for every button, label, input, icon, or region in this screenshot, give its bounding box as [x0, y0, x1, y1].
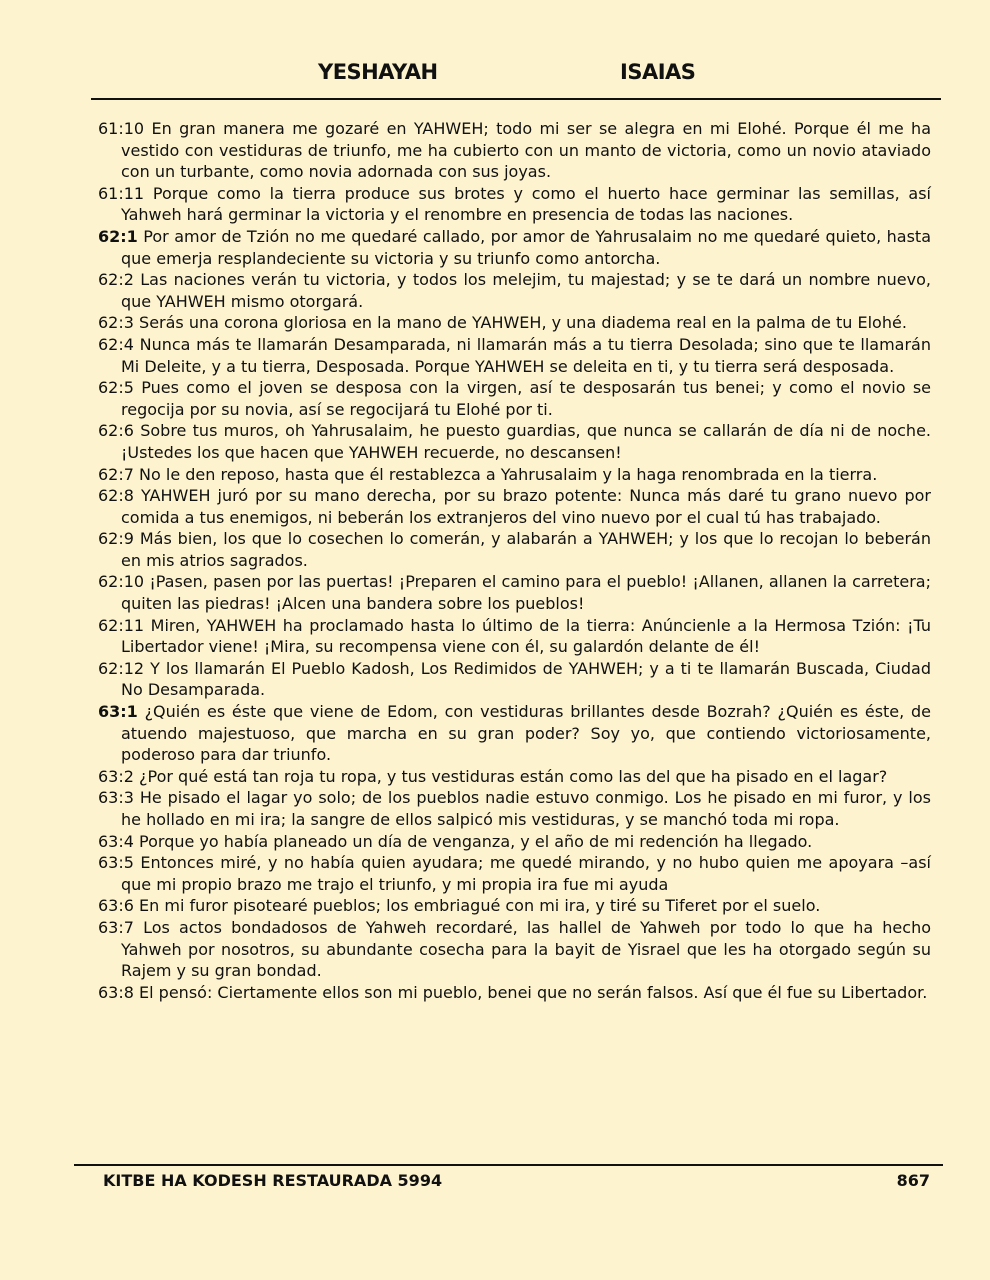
verse-text: En gran manera me gozaré en YAHWEH; todo mi ser se alegra en mi Elohé. Porque él me ha vestido con vestiduras de triunfo, me ha cubierto con un manto de victoria, como un novio ataviado con un turbante, como novia adornada con sus joyas. — [121, 119, 931, 182]
verse-text: El pensó: Ciertamente ellos son mi pueblo, benei que no serán falsos. Así que él fue su Libertador. — [139, 982, 928, 1002]
verse-paragraph — [98, 377, 931, 420]
verse-text: Pues como el joven se desposa con la virgen, así te desposarán tus benei; y como el novio se regocija por su novia, así se regocijará tu Elohé por ti. — [121, 378, 932, 419]
verse-text: ¿Por qué está tan roja tu ropa, y tus vestiduras están como las del que ha pisado en el lagar? — [139, 766, 888, 786]
verse-paragraph — [98, 701, 931, 766]
verse-reference: 63:2 — [98, 766, 134, 786]
verse-reference: 62:8 — [98, 486, 134, 506]
verse-reference: 63:5 — [98, 853, 134, 873]
verse-text: Porque como la tierra produce sus brotes y como el huerto hace germinar las semillas, así Yahweh hará germinar la victoria y el renombre en presencia de todas las naciones. — [121, 183, 931, 225]
verse-paragraph — [98, 658, 931, 701]
verse-reference: 63:3 — [98, 788, 134, 808]
verse-text: Miren, YAHWEH ha proclamado hasta lo último de la tierra: Anúncienle a la Hermosa Tzión: ¡Tu Libertador viene! ¡Mira, su recompensa viene con él, su galardón delante de él! — [121, 615, 931, 657]
verse-paragraph — [98, 420, 931, 463]
verse-paragraph — [98, 118, 931, 183]
verse-reference: 63:1 — [98, 702, 138, 722]
header-title-spanish: ISAIAS — [620, 60, 696, 84]
header-divider — [91, 98, 941, 100]
verse-paragraph — [98, 571, 931, 614]
verse-text: En mi furor pisotearé pueblos; los embriagué con mi ira, y tiré su Tiferet por el suelo. — [139, 896, 821, 916]
verse-text: Entonces miré, y no había quien ayudara; me quedé mirando, y no hubo quien me apoyara –así que mi propio brazo me trajo el triunfo, y mi propia ira fue mi ayuda — [121, 853, 931, 894]
verse-reference: 62:12 — [98, 658, 145, 678]
verse-text: Y los llamarán El Pueblo Kadosh, Los Redimidos de YAHWEH; y a ti te llamarán Buscada, Ciudad No Desamparada. — [121, 658, 931, 700]
verse-reference: 62:11 — [98, 615, 145, 635]
verse-text: YAHWEH juró por su mano derecha, por su brazo potente: Nunca más daré tu grano nuevo por comida a tus enemigos, ni beberán los extranjeros del vino nuevo por el cual tú has trabajado. — [121, 486, 931, 527]
verse-reference: 62:6 — [98, 421, 134, 441]
verse-text: Serás una corona gloriosa en la mano de YAHWEH, y una diadema real en la palma de tu Elohé. — [139, 313, 907, 333]
verse-text: He pisado el lagar yo solo; de los pueblos nadie estuvo conmigo. Los he pisado en mi furor, y los he hollado en mi ira; la sangre de ellos salpicó mis vestiduras, y se manchó toda mi ropa. — [121, 788, 931, 829]
verse-paragraph — [98, 982, 931, 1004]
verse-reference: 61:10 — [98, 119, 145, 138]
verse-reference: 62:10 — [98, 572, 145, 592]
verse-paragraph — [98, 917, 931, 982]
verse-text: ¿Quién es éste que viene de Edom, con vestiduras brillantes desde Bozrah? ¿Quién es éste, de atuendo majestuoso, que marcha en su gran poder? Soy yo, que contiendo victoriosamente, poderoso para dar triunfo. — [121, 702, 931, 765]
verse-paragraph — [98, 787, 931, 830]
verse-text: Los actos bondadosos de Yahweh recordaré, las hallel de Yahweh por todo lo que ha hecho Yahweh por nosotros, su abundante cosecha para la bayit de Yisrael que les ha otorgado según su Rajem y su gran bondad. — [121, 917, 932, 981]
header-title-hebrew: YESHAYAH — [318, 60, 438, 84]
verse-paragraph — [98, 485, 931, 528]
verse-list — [98, 118, 931, 1003]
verse-reference: 63:4 — [98, 831, 134, 851]
verse-reference: 62:3 — [98, 313, 134, 333]
verse-reference: 62:1 — [98, 226, 138, 246]
verse-text: Las naciones verán tu victoria, y todos los melejim, tu majestad; y se te dará un nombre nuevo, que YAHWEH mismo otorgará. — [121, 270, 931, 311]
verse-paragraph — [98, 269, 931, 312]
page-header — [0, 60, 990, 90]
verse-paragraph — [98, 615, 931, 658]
verse-reference: 61:11 — [98, 183, 145, 203]
verse-text: Nunca más te llamarán Desamparada, ni llamarán más a tu tierra Desolada; sino que te llamarán Mi Deleite, y a tu tierra, Desposada. Porque YAHWEH se deleita en ti, y tu tierra será desposada. — [121, 334, 931, 376]
footer-book-title: KITBE HA KODESH RESTAURADA 5994 — [103, 1171, 443, 1190]
verse-text: No le den reposo, hasta que él restablezca a Yahrusalaim y la haga renombrada en la tierra. — [139, 464, 878, 484]
verse-paragraph — [98, 528, 931, 571]
footer-divider — [74, 1164, 943, 1166]
verse-text: Sobre tus muros, oh Yahrusalaim, he puesto guardias, que nunca se callarán de día ni de noche. ¡Ustedes los que hacen que YAHWEH recuerde, no descansen! — [121, 421, 931, 462]
verse-reference: 63:8 — [98, 982, 134, 1002]
verse-text: Porque yo había planeado un día de venganza, y el año de mi redención ha llegado. — [139, 831, 813, 851]
verse-text: Más bien, los que lo cosechen lo comerán, y alabarán a YAHWEH; y los que lo recojan lo beberán en mis atrios sagrados. — [121, 529, 932, 570]
verse-reference: 62:4 — [98, 334, 134, 354]
verse-reference: 62:2 — [98, 270, 134, 290]
verse-paragraph — [98, 226, 931, 269]
verse-text: Por amor de Tzión no me quedaré callado, por amor de Yahrusalaim no me quedaré quieto, hasta que emerja resplandeciente su victoria y su triunfo como antorcha. — [121, 226, 932, 268]
verse-paragraph — [98, 766, 931, 788]
verse-paragraph — [98, 183, 931, 226]
verse-text: ¡Pasen, pasen por las puertas! ¡Preparen el camino para el pueblo! ¡Allanen, allanen la carretera; quiten las piedras! ¡Alcen una bandera sobre los pueblos! — [121, 572, 931, 614]
verse-paragraph — [98, 895, 931, 917]
verse-reference: 63:6 — [98, 896, 134, 916]
verse-paragraph — [98, 852, 931, 895]
verse-reference: 63:7 — [98, 917, 134, 937]
verse-reference: 62:7 — [98, 464, 134, 484]
verse-paragraph — [98, 464, 931, 486]
page-number: 867 — [896, 1171, 930, 1190]
verse-paragraph — [98, 334, 931, 377]
verse-reference: 62:5 — [98, 378, 134, 398]
verse-reference: 62:9 — [98, 529, 134, 549]
verse-paragraph — [98, 831, 931, 853]
verse-paragraph — [98, 312, 931, 334]
